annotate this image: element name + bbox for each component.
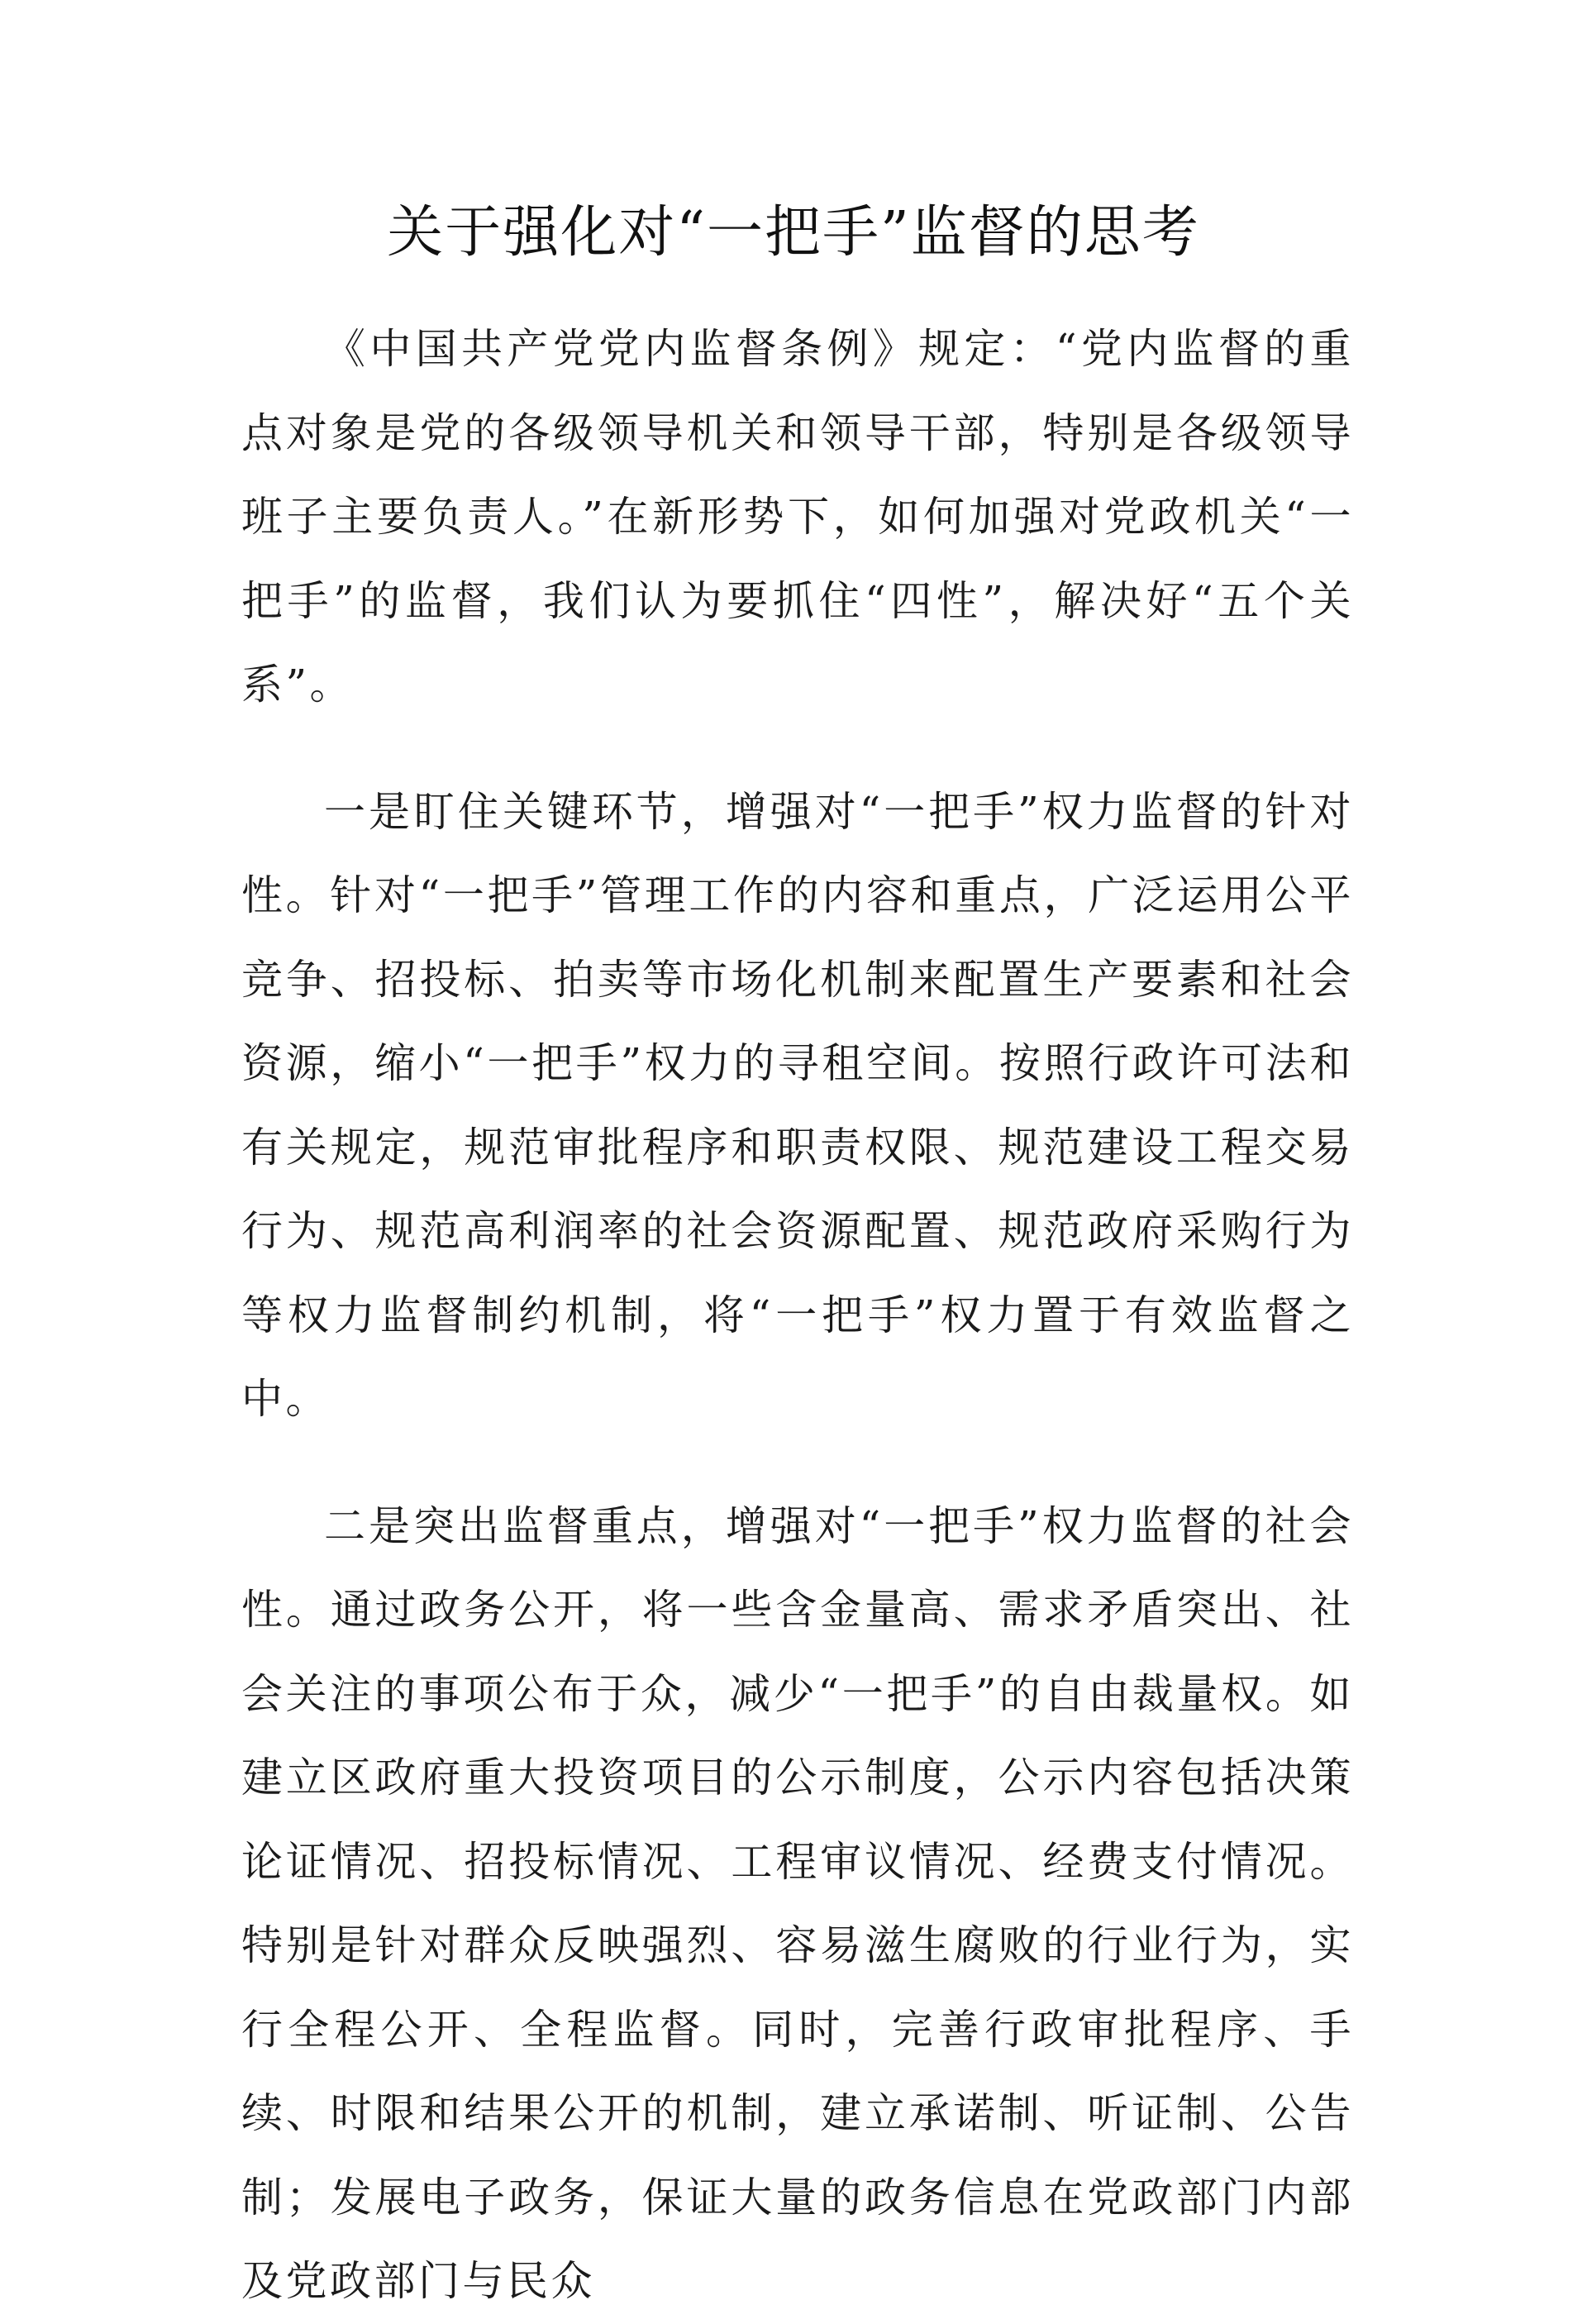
paragraph-second-point: 二是突出监督重点，增强对“一把手”权力监督的社会性。通过政务公开，将一些含金量高、需求矛盾突出、社会关注的事项公布于众，减少“一把手”的自由裁量权。如建立区政府重大投资项目的公示制度，公示内容包括决策论证情况、招投标情况、工程审议情况、经费支付情况。特别是针对群众反映强烈、容易滋生腐败的行业行为，实行全程公开、全程监督。同时，完善行政审批程序、手续、时限和结果公开的机制，建立承诺制、听证制、公告制；发展电子政务，保证大量的政务信息在党政部门内部及党政部门与民众 xyxy=(241,1501,1354,2305)
paragraph-first-point: 一是盯住关键环节，增强对“一把手”权力监督的针对性。针对“一把手”管理工作的内容和重点，广泛运用公平竞争、招投标、拍卖等市场化机制来配置生产要素和社会资源，缩小“一把手”权力的寻租空间。按照行政许可法和有关规定，规范审批程序和职责权限、规范建设工程交易行为、规范高利润率的社会资源配置、规范政府采购行为等权力监督制约机制，将“一把手”权力置于有效监督之中。 xyxy=(241,787,1354,1423)
intro-paragraph: 《中国共产党党内监督条例》规定：“党内监督的重点对象是党的各级领导机关和领导干部，特别是各级领导班子主要负责人。”在新形势下，如何加强对党政机关“一把手”的监督，我们认为要抓住“四性”，解决好“五个关系”。 xyxy=(241,325,1354,709)
document-title: 关于强化对“一把手”监督的思考 xyxy=(387,200,1200,265)
document-body xyxy=(241,308,1354,2324)
